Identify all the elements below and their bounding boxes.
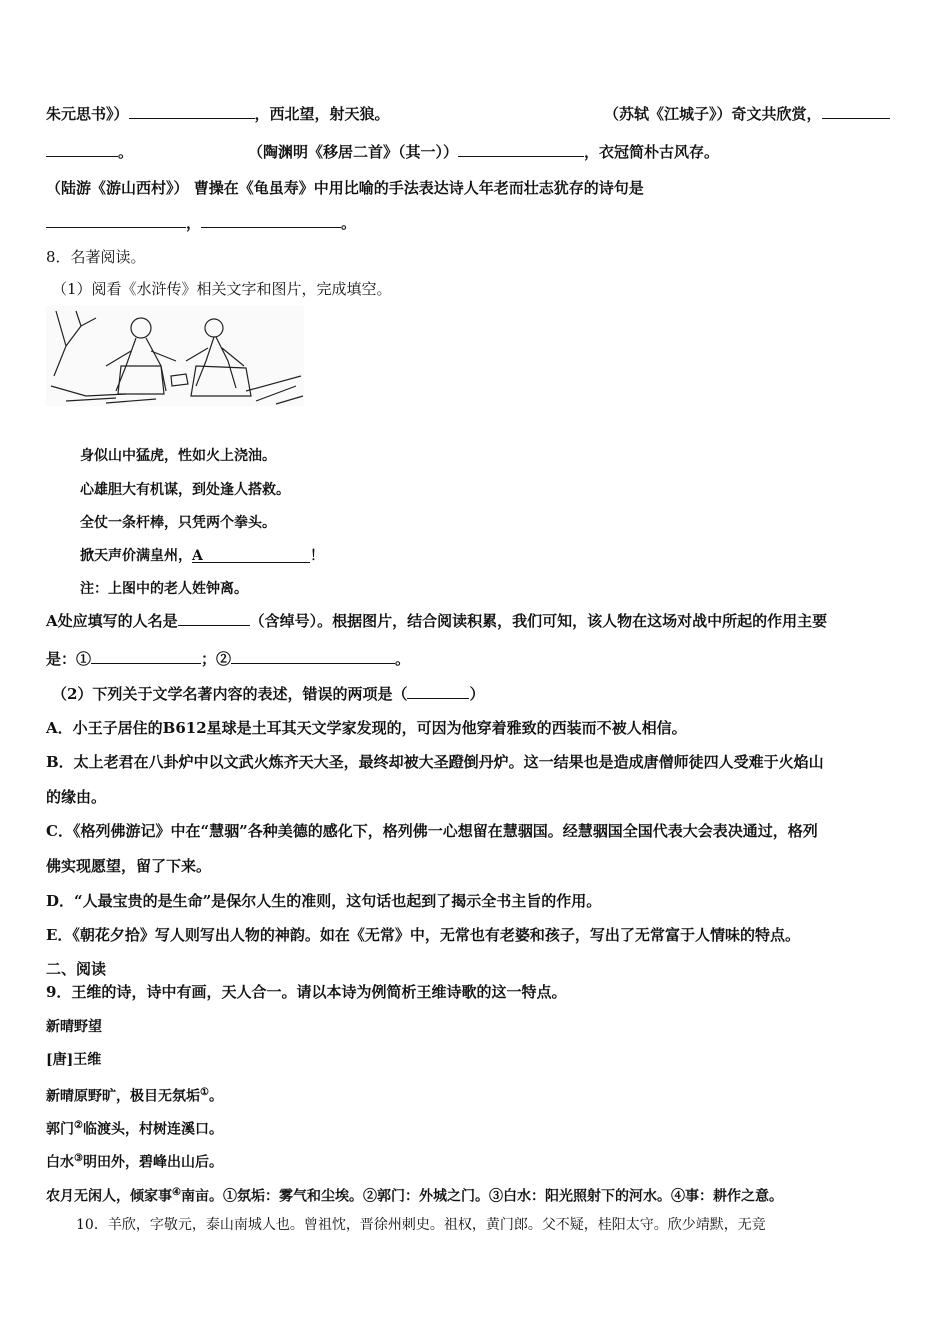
q8-part1: （1）阅看《水浒传》相关文字和图片，完成填空。 (52, 280, 392, 298)
answer-blank (129, 104, 255, 119)
poem-text: 新晴原野旷，极目无氛垢 (46, 1088, 200, 1105)
q9-title: 9．王维的诗，诗中有画，天人合一。请以本诗为例简析王维诗歌的这一特点。 (46, 983, 567, 1001)
poem-text: 临渡头，村树连溪口。 (82, 1121, 223, 1138)
q8-text: ；② (201, 650, 232, 668)
poem-line-4 (80, 545, 324, 565)
poem-text: 南亩。①氛垢：雾气和尘埃。②郭门：外城之门。③白水：阳光照射下的河水。④事：耕作之意。 (180, 1188, 783, 1205)
fill-text: 。 (118, 143, 134, 161)
q8-answer-line-1 (46, 610, 827, 632)
illustration-image (46, 306, 304, 406)
section-heading: 二、阅读 (46, 960, 107, 978)
answer-blank (46, 142, 118, 157)
option-c-line-1: C．《格列佛游记》中在“慧骃”各种美德的感化下，格列佛一心想留在慧骃国。经慧骃国全国代表大会表决通过，格列 (46, 822, 818, 840)
fill-text: ， (186, 214, 202, 232)
poem-line-3: 全仗一条杆棒，只凭两个拳头。 (80, 515, 276, 531)
fill-line-2-mid (248, 141, 719, 163)
poem-text: 。 (208, 1088, 223, 1105)
q8-text: 是：① (46, 650, 92, 668)
q8-answer-line-2 (46, 648, 410, 670)
answer-blank (178, 611, 250, 626)
answer-blank (407, 684, 469, 699)
poem-text: 郭门 (46, 1121, 74, 1138)
footnote-marker: ③ (74, 1153, 83, 1164)
q8-text: （含绰号）。根据图片，结合阅读积累，我们可知，该人物在这场对战中所起的作用主要 (249, 612, 828, 630)
q9-poem-line-3 (46, 1148, 223, 1174)
q8-part2 (52, 683, 484, 705)
option-b-line-1: B．太上老君在八卦炉中以文武火炼齐天大圣，最终却被大圣蹬倒丹炉。这一结果也是造成唐僧师徒四人受难于火焰山 (46, 753, 824, 771)
poem-text: 农月无闲人，倾家事 (46, 1188, 172, 1205)
option-e: E．《朝花夕拾》写人则写出人物的神韵。如在《无常》中，无常也有老婆和孩子，写出了无常富于人情味的特点。 (46, 926, 800, 944)
q8-text: A处应填写的人名是 (46, 612, 178, 630)
footnote-marker: ② (74, 1120, 83, 1131)
poem-text: 明田外，碧峰出山后。 (82, 1154, 223, 1171)
fill-text: 。 (341, 214, 357, 232)
q9-poem-line-2 (46, 1115, 223, 1141)
fill-text: 朱元思书》） (46, 105, 129, 123)
q8-text: ） (469, 685, 485, 703)
q9-poem-line-4 (46, 1182, 783, 1208)
fill-line-3: （陆游《游山西村》） 曹操在《龟虽寿》中用比喻的手法表达诗人年老而壮志犹存的诗句是 (46, 179, 644, 197)
q8-text: （2）下列关于文学名著内容的表述，错误的两项是（ (52, 685, 408, 703)
fill-text: ，西北望，射天狼。 (254, 105, 390, 123)
answer-blank-a: A (192, 548, 310, 563)
fill-text: ，衣冠简朴古风存。 (584, 143, 720, 161)
fill-line-2 (46, 141, 133, 163)
fill-line-4 (46, 212, 356, 234)
poem-note: 注：上图中的老人姓钟离。 (80, 581, 248, 597)
poem-text: ！ (310, 548, 324, 564)
answer-blank (201, 213, 341, 228)
answer-blank (91, 649, 201, 664)
fill-line-1-right (604, 103, 890, 125)
answer-blank (822, 104, 890, 119)
fill-text: （陶渊明《移居二首》（其一）） (248, 143, 459, 161)
poem-line-1: 身似山中猛虎，性如火上浇油。 (80, 448, 276, 464)
answer-blank (458, 142, 584, 157)
q9-poem-title: 新晴野望 (46, 1019, 102, 1035)
answer-blank (231, 649, 395, 664)
q8-title: 8．名著阅读。 (46, 248, 146, 266)
option-b-line-2: 的缘由。 (46, 788, 107, 806)
q8-text: 。 (395, 650, 411, 668)
footnote-marker: ① (200, 1087, 209, 1098)
q9-poem-line-1 (46, 1082, 223, 1108)
poem-text: 掀天声价满皇州， (80, 548, 192, 564)
option-a: A．小王子居住的B612星球是土耳其天文学家发现的，可因为他穿着雅致的西装而不被人相信。 (46, 719, 687, 737)
fill-text: （苏轼《江城子》）奇文共欣赏， (604, 105, 822, 123)
poem-line-2: 心雄胆大有机谋，到处逢人搭救。 (80, 482, 290, 498)
fill-line-1 (46, 103, 390, 125)
q10-line-1: 10．羊欣，字敬元，泰山南城人也。曾祖忱，晋徐州刺史。祖权，黄门郎。父不疑，桂阳太守。欣少靖默，无竞 (76, 1217, 766, 1233)
option-d: D．“人最宝贵的是生命”是保尔人生的准则，这句话也起到了揭示全书主旨的作用。 (46, 892, 602, 910)
answer-blank (46, 213, 186, 228)
option-c-line-2: 佛实现愿望，留了下来。 (46, 857, 212, 875)
footnote-marker: ④ (172, 1187, 181, 1198)
q9-poem-author: [唐]王维 (46, 1052, 102, 1068)
poem-text: 白水 (46, 1154, 74, 1171)
